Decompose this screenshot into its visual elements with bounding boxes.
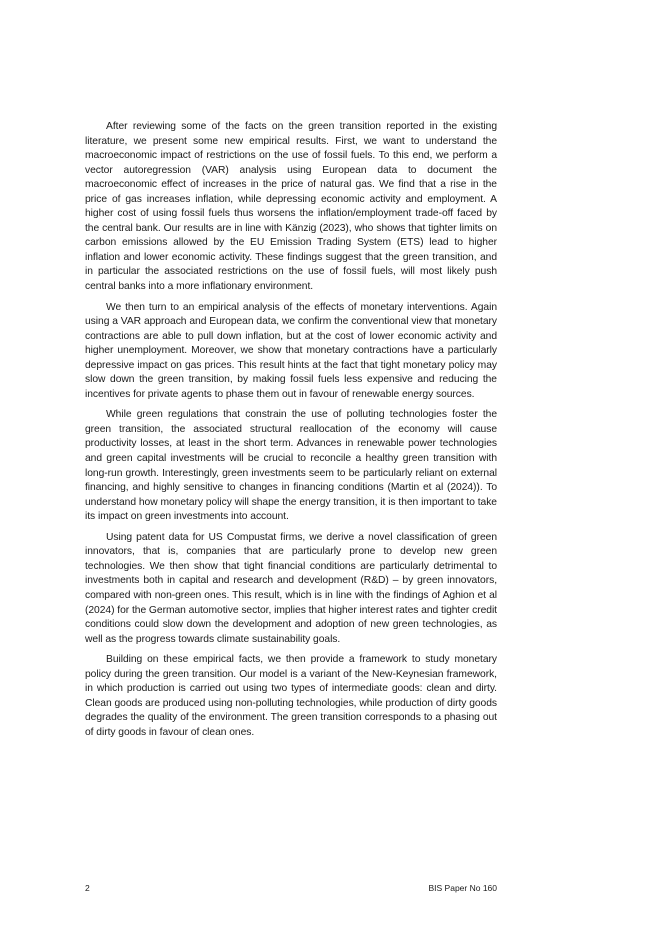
paragraph-5: Building on these empirical facts, we then provide a framework to study monetary policy during the green transition. Our model is a variant of the New-Keynesian framework, in which production is carried out using two types of intermediate goods: clean and dirty. Clean goods are produced using non-polluting technologies, while production of dirty goods degrades the quality of the environment. The green transition corresponds to a phasing out of dirty goods in favour of clean ones. (85, 654, 497, 738)
paragraph-3: While green regulations that constrain the use of polluting technologies foster the green transition, the associated structural reallocation of the economy will cause productivity losses, at least in the short term. Advances in renewable power technologies and green capital investments will be crucial to reconcile a healthy green transition with long-run growth. Interestingly, green investments seem to be particularly reliant on external financing, and highly sensitive to changes in financing conditions (Martin et al (2024)). To understand how monetary policy will shape the energy transition, it is then important to take its impact on green investments into account. (85, 409, 497, 523)
footer-series-label: BIS Paper No 160 (428, 883, 497, 893)
page-number: 2 (85, 883, 90, 893)
paragraph-4: Using patent data for US Compustat firms, we derive a novel classification of green innovators, that is, companies that are particularly prone to develop new green technologies. We then show that tight financial conditions are particularly detrimental to investments both in capital and research and development (R&D) – by green innovators, compared with non-green ones. This result, which is in line with the findings of Aghion et al (2024) for the German automotive sector, implies that higher interest rates and tighter credit conditions could slow down the development and adoption of new green technologies, as well as the progress towards climate sustainability goals. (85, 531, 497, 645)
paragraph-1: After reviewing some of the facts on the green transition reported in the existing literature, we present some new empirical results. First, we want to understand the macroeconomic impact of restrictions on the use of fossil fuels. To this end, we perform a vector autoregression (VAR) analysis using European data to document the macroeconomic effect of increases in the price of natural gas. We find that a rise in the price of gas increases inflation, while depressing economic activity and employment. A higher cost of using fossil fuels thus worsens the inflation/employment trade-off faced by the central bank. Our results are in line with Känzig (2023), who shows that tighter limits on carbon emissions allowed by the EU Emission Trading System (ETS) lead to higher inflation and lower economic activity. These findings suggest that the green transition, and in particular the associated restrictions on the use of fossil fuels, will most likely push central banks into a more inflationary environment. (85, 121, 497, 293)
page-body (85, 120, 497, 746)
paragraph-2: We then turn to an empirical analysis of the effects of monetary interventions. Again using a VAR approach and European data, we confirm the conventional view that monetary contractions are able to pull down inflation, but at the cost of lower economic activity and higher unemployment. Moreover, we show that monetary contractions have a particularly depressive impact on gas prices. This result hints at the fact that tight monetary policy may slow down the green transition, by making fossil fuels less expensive and reducing the incentives for private agents to phase them out in favour of renewable energy sources. (85, 301, 497, 400)
